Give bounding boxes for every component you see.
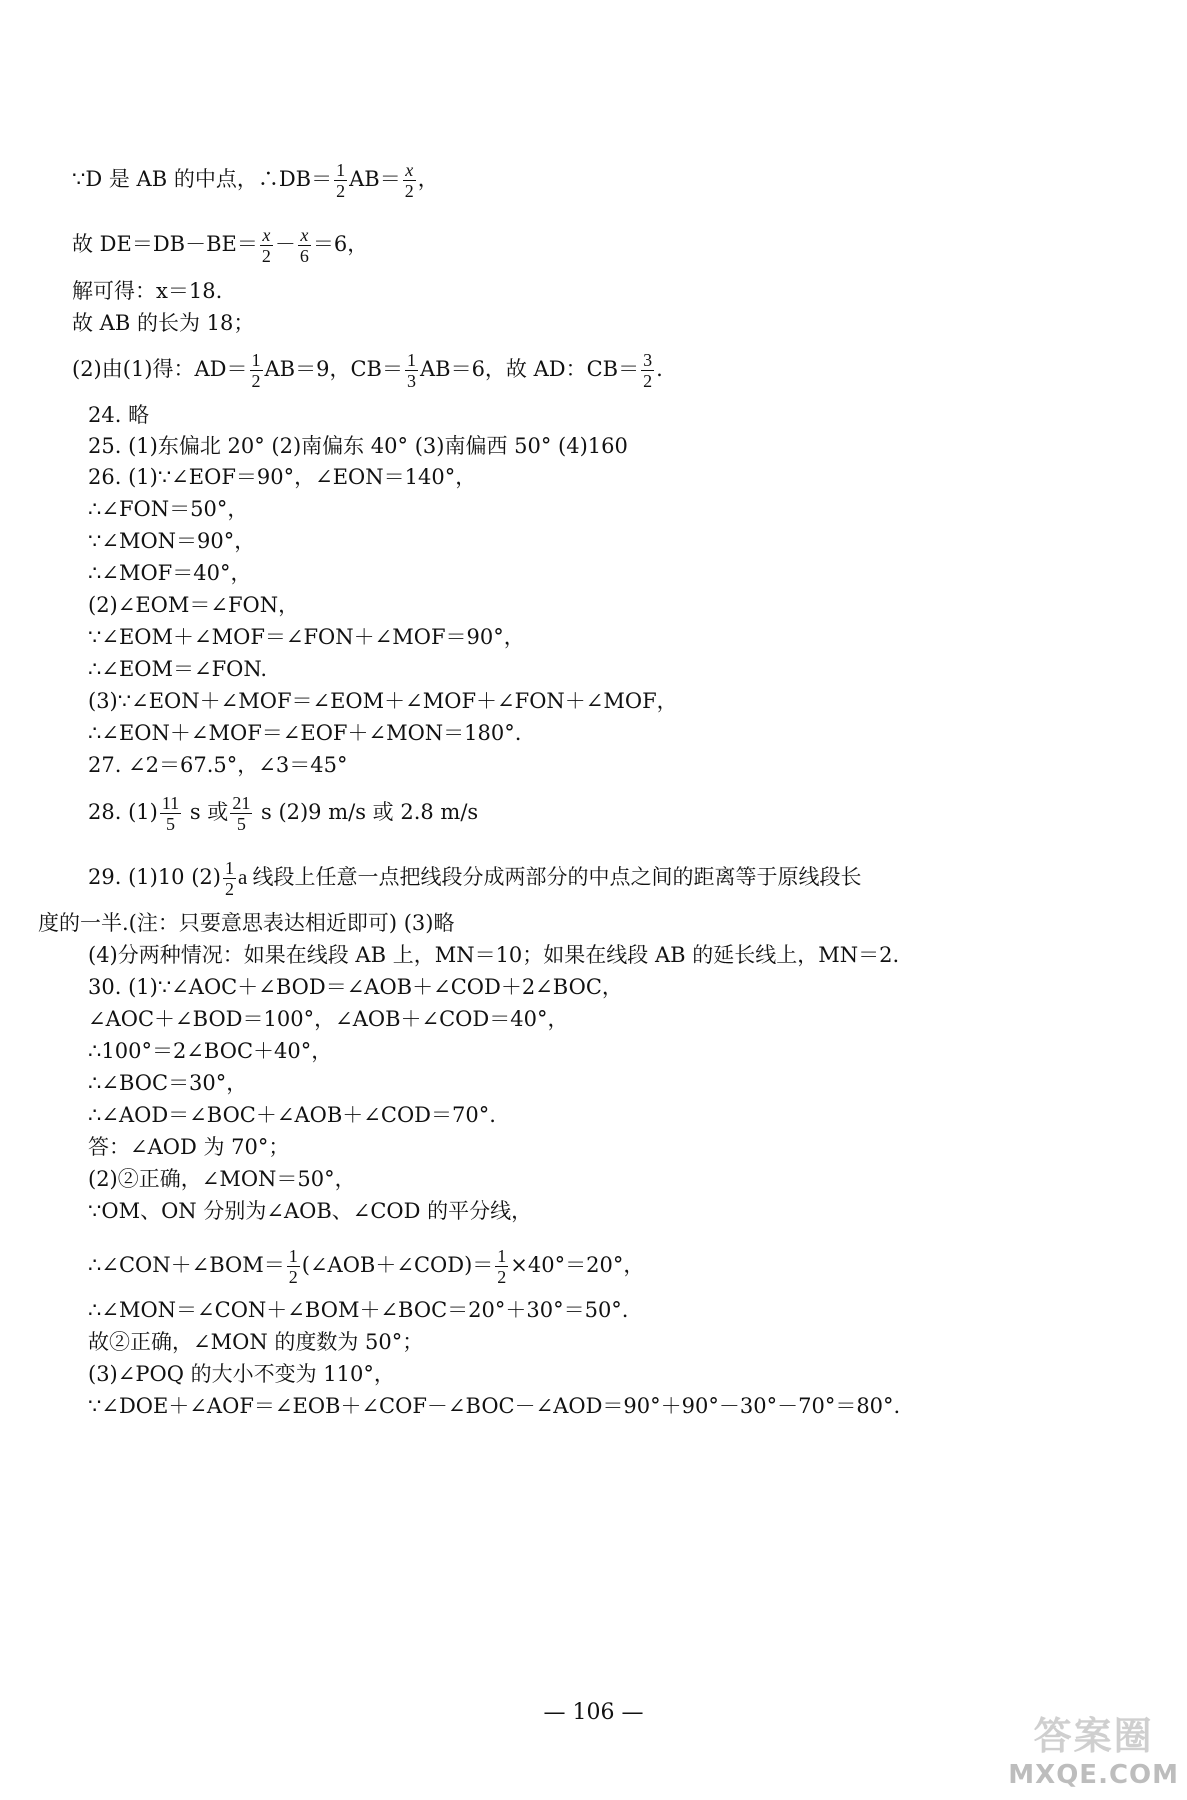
line-6: 24. 略 <box>88 403 150 427</box>
denominator: 5 <box>166 814 175 834</box>
line-11: ∴∠MOF＝40°， <box>88 561 252 585</box>
fraction <box>230 793 252 834</box>
line-29: ∵OM、ON 分别为∠AOB、∠COD 的平分线， <box>88 1199 533 1223</box>
fraction <box>260 225 273 266</box>
text: ＝6， <box>312 232 369 256</box>
line-1 <box>72 160 439 201</box>
text: 28. (1) <box>88 800 158 824</box>
line-32: 故②正确，∠MON 的度数为 50°； <box>88 1330 424 1354</box>
text: (2)由(1)得：AD＝ <box>72 357 248 381</box>
text: AB＝9，CB＝ <box>264 357 403 381</box>
text: . <box>656 357 663 381</box>
line-18 <box>88 793 478 834</box>
page-number: — 106 — <box>543 1700 644 1725</box>
text: AB＝ <box>349 167 401 191</box>
fraction <box>334 160 347 201</box>
numerator: 1 <box>497 1246 507 1266</box>
numerator: 1 <box>224 858 234 878</box>
text: ∵D 是 AB 的中点，∴DB＝ <box>72 167 333 191</box>
line-30 <box>88 1246 644 1287</box>
line-16: ∴∠EON＋∠MOF＝∠EOF＋∠MON＝180°. <box>88 721 522 745</box>
line-9: ∴∠FON＝50°， <box>88 497 249 521</box>
denominator: 5 <box>236 814 246 834</box>
line-17: 27. ∠2＝67.5°，∠3＝45° <box>88 753 348 777</box>
text: (∠AOB＋∠COD)＝ <box>301 1253 494 1277</box>
text: AB＝6，故 AD：CB＝ <box>419 357 640 381</box>
text: ∴∠CON＋∠BOM＝ <box>88 1253 285 1277</box>
denominator: 2 <box>251 371 261 391</box>
fraction <box>405 350 418 391</box>
line-28: (2)②正确，∠MON＝50°， <box>88 1167 356 1191</box>
watermark-logo <box>1008 1705 1179 1790</box>
watermark-line-2: MXQE.COM <box>1008 1760 1179 1790</box>
fraction <box>495 1246 508 1287</box>
text: ， <box>417 167 439 191</box>
line-7: 25. (1)东偏北 20° (2)南偏东 40° (3)南偏西 50° (4)160 <box>88 434 628 458</box>
line-21: (4)分两种情况：如果在线段 AB 上，MN＝10；如果在线段 AB 的延长线上，MN＝2. <box>88 943 900 967</box>
line-27: 答：∠AOD 为 70°； <box>88 1135 290 1159</box>
line-12: (2)∠EOM＝∠FON， <box>88 593 300 617</box>
numerator: 1 <box>251 350 261 370</box>
line-4: 故 AB 的长为 18； <box>72 311 255 335</box>
numerator: 1 <box>336 160 346 180</box>
text: 29. (1)10 (2) <box>88 865 221 889</box>
text: 故 DE＝DB－BE＝ <box>72 232 258 256</box>
denominator: 3 <box>406 371 416 391</box>
watermark-line-1: 答案圈 <box>1033 1714 1154 1758</box>
line-19 <box>88 858 862 899</box>
line-22: 30. (1)∵∠AOC＋∠BOD＝∠AOB＋∠COD＋2∠BOC， <box>88 975 623 999</box>
line-15: (3)∵∠EON＋∠MOF＝∠EOM＋∠MOF＋∠FON＋∠MOF， <box>88 689 678 713</box>
denominator: 2 <box>497 1267 507 1287</box>
numerator: x <box>403 160 416 181</box>
fraction <box>298 225 311 266</box>
denominator: 2 <box>224 879 234 899</box>
fraction <box>641 350 654 391</box>
line-26: ∴∠AOD＝∠BOC＋∠AOB＋∠COD＝70°. <box>88 1103 496 1127</box>
numerator: 11 <box>161 793 180 813</box>
line-3: 解可得：x＝18. <box>72 279 223 303</box>
line-14: ∴∠EOM＝∠FON. <box>88 657 268 681</box>
numerator: x <box>298 225 311 246</box>
line-2 <box>72 225 368 266</box>
numerator: 21 <box>232 793 251 813</box>
denominator: 2 <box>261 246 271 266</box>
numerator: 3 <box>643 350 653 370</box>
line-31: ∴∠MON＝∠CON＋∠BOM＋∠BOC＝20°＋30°＝50°. <box>88 1298 629 1322</box>
denominator: 2 <box>404 181 414 201</box>
line-23: ∠AOC＋∠BOD＝100°，∠AOB＋∠COD＝40°， <box>88 1007 569 1031</box>
fraction <box>223 858 236 899</box>
line-5 <box>72 350 663 391</box>
line-24: ∴100°＝2∠BOC＋40°， <box>88 1039 333 1063</box>
line-33: (3)∠POQ 的大小不变为 110°， <box>88 1362 395 1386</box>
numerator: 1 <box>288 1246 298 1266</box>
fraction <box>250 350 263 391</box>
line-34: ∵∠DOE＋∠AOF＝∠EOB＋∠COF－∠BOC－∠AOD＝90°＋90°－30°－70°＝80°. <box>88 1394 901 1418</box>
denominator: 2 <box>336 181 346 201</box>
line-8: 26. (1)∵∠EOF＝90°，∠EON＝140°， <box>88 465 477 489</box>
text: － <box>274 232 296 256</box>
numerator: x <box>260 225 273 246</box>
fraction <box>287 1246 300 1287</box>
numerator: 1 <box>406 350 416 370</box>
line-10: ∵∠MON＝90°， <box>88 529 256 553</box>
denominator: 2 <box>643 371 653 391</box>
fraction <box>160 793 181 834</box>
fraction <box>403 160 416 201</box>
text: a 线段上任意一点把线段分成两部分的中点之间的距离等于原线段长 <box>237 865 862 889</box>
line-20: 度的一半.(注：只要意思表达相近即可) (3)略 <box>38 911 455 935</box>
line-13: ∵∠EOM＋∠MOF＝∠FON＋∠MOF＝90°， <box>88 625 525 649</box>
line-25: ∴∠BOC＝30°， <box>88 1071 248 1095</box>
text: s (2)9 m/s 或 2.8 m/s <box>254 800 479 824</box>
text: s 或 <box>183 800 229 824</box>
text: ×40°＝20°， <box>510 1253 645 1277</box>
denominator: 6 <box>299 246 309 266</box>
denominator: 2 <box>288 1267 298 1287</box>
